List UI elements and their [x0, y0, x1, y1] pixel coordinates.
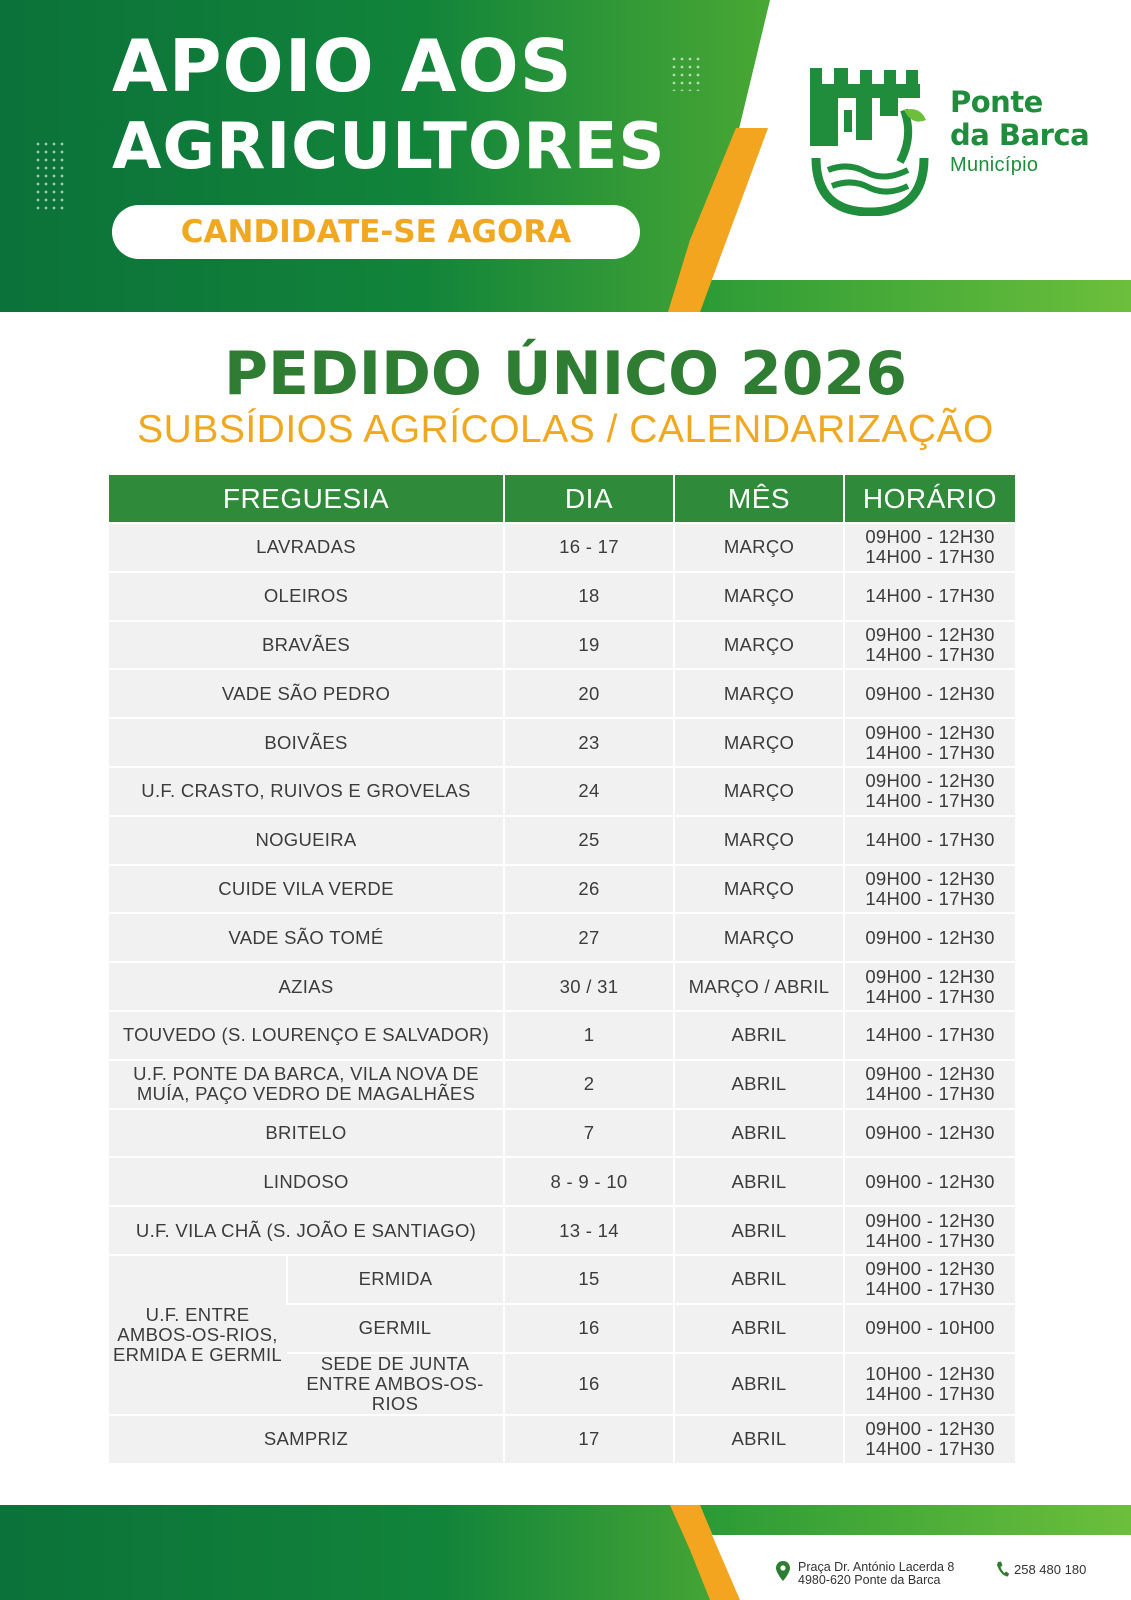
cell-mes: ABRIL [674, 1206, 844, 1255]
cell-freguesia: LAVRADAS [109, 523, 504, 572]
logo-wordmark [950, 86, 1089, 177]
cell-horario [844, 1255, 1015, 1304]
cell-freguesia: CUIDE VILA VERDE [109, 865, 504, 914]
cell-mes: MARÇO / ABRIL [674, 962, 844, 1011]
horario-slot: 09H00 - 12H30 [865, 1418, 995, 1440]
horario-slot: 14H00 - 17H30 [865, 741, 995, 763]
cell-mes: MARÇO [674, 718, 844, 767]
cell-freguesia: U.F. CRASTO, RUIVOS E GROVELAS [109, 767, 504, 816]
cell-horario [844, 865, 1015, 914]
banner-title-line2: AGRICULTORES [112, 110, 666, 184]
cell-freguesia: BRAVÃES [109, 621, 504, 670]
horario-slot: 14H00 - 17H30 [865, 1382, 995, 1404]
cell-horario [844, 962, 1015, 1011]
table-row [109, 621, 1015, 670]
cell-dia: 16 [504, 1304, 674, 1353]
cell-mes: MARÇO [674, 523, 844, 572]
cell-horario [844, 767, 1015, 816]
cell-local: ERMIDA [287, 1255, 504, 1304]
cell-dia: 15 [504, 1255, 674, 1304]
logo-subtitle: Município [950, 154, 1039, 176]
schedule-table [109, 475, 1015, 1463]
cell-local: GERMIL [287, 1304, 504, 1353]
footer-banner [0, 1505, 1131, 1600]
cell-dia: 27 [504, 913, 674, 962]
cell-mes: MARÇO [674, 572, 844, 621]
table-row [109, 816, 1015, 865]
cell-horario [844, 621, 1015, 670]
cell-freguesia: AZIAS [109, 962, 504, 1011]
horario-slot: 09H00 - 12H30 [865, 867, 995, 889]
horario-slot: 09H00 - 12H30 [865, 721, 995, 743]
cell-freguesia: NOGUEIRA [109, 816, 504, 865]
cell-horario [844, 1060, 1015, 1109]
cell-horario [844, 913, 1015, 962]
cell-dia: 26 [504, 865, 674, 914]
cell-horario [844, 1415, 1015, 1464]
cell-mes: ABRIL [674, 1060, 844, 1109]
cell-horario [844, 718, 1015, 767]
column-header-dia: DIA [504, 475, 674, 523]
cell-freguesia: VADE SÃO TOMÉ [109, 913, 504, 962]
table-row [109, 1206, 1015, 1255]
horario-slot: 09H00 - 12H30 [865, 1258, 995, 1280]
cell-freguesia: LINDOSO [109, 1157, 504, 1206]
horario-slot: 14H00 - 17H30 [865, 643, 995, 665]
cell-freguesia: U.F. PONTE DA BARCA, VILA NOVA DE MUÍA, PAÇO VEDRO DE MAGALHÃES [109, 1060, 504, 1109]
address-line2: 4980-620 Ponte da Barca [798, 1573, 941, 1587]
horario-slot: 09H00 - 12H30 [865, 1170, 995, 1192]
logo-name-line1: Ponte [950, 85, 1043, 119]
horario-slot: 09H00 - 12H30 [865, 770, 995, 792]
phone-icon [996, 1561, 1009, 1577]
column-header-horario: HORÁRIO [844, 475, 1015, 523]
footer-address [776, 1561, 954, 1587]
horario-slot: 14H00 - 17H30 [865, 829, 995, 851]
cell-dia: 30 / 31 [504, 962, 674, 1011]
cell-dia: 23 [504, 718, 674, 767]
cell-dia: 25 [504, 816, 674, 865]
cell-dia: 13 - 14 [504, 1206, 674, 1255]
horario-slot: 09H00 - 12H30 [865, 1209, 995, 1231]
cell-dia: 17 [504, 1415, 674, 1464]
horario-slot: 09H00 - 12H30 [865, 526, 995, 548]
cell-dia: 16 [504, 1353, 674, 1415]
cell-mes: MARÇO [674, 865, 844, 914]
page-title: PEDIDO ÚNICO 2026 [224, 339, 907, 409]
cell-mes: ABRIL [674, 1353, 844, 1415]
cell-mes: ABRIL [674, 1415, 844, 1464]
cell-dia: 2 [504, 1060, 674, 1109]
cell-dia: 19 [504, 621, 674, 670]
cell-mes: ABRIL [674, 1157, 844, 1206]
horario-slot: 14H00 - 17H30 [865, 1024, 995, 1046]
horario-slot: 14H00 - 17H30 [865, 1229, 995, 1251]
cell-horario [844, 816, 1015, 865]
cell-mes: ABRIL [674, 1109, 844, 1158]
table-row [109, 1415, 1015, 1464]
cell-dia: 1 [504, 1011, 674, 1060]
horario-slot: 14H00 - 17H30 [865, 1278, 995, 1300]
cell-freguesia: OLEIROS [109, 572, 504, 621]
cell-horario [844, 1157, 1015, 1206]
cell-local: SEDE DE JUNTA ENTRE AMBOS-OS-RIOS [287, 1353, 504, 1415]
cell-horario [844, 1304, 1015, 1353]
horario-slot: 09H00 - 12H30 [865, 623, 995, 645]
horario-slot: 14H00 - 17H30 [865, 585, 995, 607]
apply-now-button[interactable]: CANDIDATE-SE AGORA [112, 205, 640, 259]
municipality-logo-icon [808, 66, 932, 216]
table-row [109, 1011, 1015, 1060]
cell-mes: MARÇO [674, 621, 844, 670]
cell-dia: 24 [504, 767, 674, 816]
cell-mes: MARÇO [674, 816, 844, 865]
table-header-row [109, 475, 1015, 523]
cell-horario [844, 572, 1015, 621]
table-row [109, 1255, 1015, 1304]
horario-slot: 14H00 - 17H30 [865, 1083, 995, 1105]
cell-freguesia: VADE SÃO PEDRO [109, 669, 504, 718]
address-line1: Praça Dr. António Lacerda 8 [798, 1560, 955, 1574]
column-header-freguesia: FREGUESIA [109, 475, 504, 523]
location-pin-icon [776, 1561, 790, 1581]
cell-dia: 7 [504, 1109, 674, 1158]
horario-slot: 09H00 - 12H30 [865, 1121, 995, 1143]
table-row [109, 913, 1015, 962]
cell-dia: 20 [504, 669, 674, 718]
horario-slot: 09H00 - 12H30 [865, 1063, 995, 1085]
cell-dia: 18 [504, 572, 674, 621]
cell-dia: 16 - 17 [504, 523, 674, 572]
cell-horario [844, 1206, 1015, 1255]
horario-slot: 14H00 - 17H30 [865, 887, 995, 909]
cell-horario [844, 523, 1015, 572]
table-row [109, 1109, 1015, 1158]
cell-freguesia: BOIVÃES [109, 718, 504, 767]
horario-slot: 10H00 - 12H30 [865, 1362, 995, 1384]
cell-mes: MARÇO [674, 669, 844, 718]
cell-mes: ABRIL [674, 1011, 844, 1060]
cell-freguesia: SAMPRIZ [109, 1415, 504, 1464]
table-row [109, 669, 1015, 718]
table-row [109, 962, 1015, 1011]
cell-mes: MARÇO [674, 913, 844, 962]
horario-slot: 09H00 - 12H30 [865, 965, 995, 987]
page-subtitle: SUBSÍDIOS AGRÍCOLAS / CALENDARIZAÇÃO [137, 408, 994, 451]
cell-horario [844, 1353, 1015, 1415]
cell-freguesia-group: U.F. ENTRE AMBOS-OS-RIOS, ERMIDA E GERMIL [109, 1255, 287, 1415]
horario-slot: 14H00 - 17H30 [865, 790, 995, 812]
logo-name-line2: da Barca [950, 118, 1090, 152]
dot-pattern [34, 140, 64, 210]
horario-slot: 14H00 - 17H30 [865, 1438, 995, 1460]
table-row [109, 865, 1015, 914]
header-banner [0, 0, 1131, 312]
cell-horario [844, 669, 1015, 718]
cell-mes: ABRIL [674, 1255, 844, 1304]
horario-slot: 09H00 - 10H00 [865, 1317, 995, 1339]
table-row [109, 572, 1015, 621]
phone-number: 258 480 180 [1014, 1561, 1087, 1577]
table-row [109, 767, 1015, 816]
horario-slot: 09H00 - 12H30 [865, 926, 995, 948]
cell-freguesia: BRITELO [109, 1109, 504, 1158]
table-row [109, 1157, 1015, 1206]
table-row [109, 1060, 1015, 1109]
cell-horario [844, 1109, 1015, 1158]
table-row [109, 718, 1015, 767]
table-row [109, 523, 1015, 572]
horario-slot: 09H00 - 12H30 [865, 682, 995, 704]
horario-slot: 14H00 - 17H30 [865, 546, 995, 568]
cell-dia: 8 - 9 - 10 [504, 1157, 674, 1206]
footer-background [0, 1505, 1131, 1600]
banner-title-line1: APOIO AOS [112, 24, 573, 108]
footer-phone [996, 1561, 1086, 1577]
cell-freguesia: TOUVEDO (S. LOURENÇO E SALVADOR) [109, 1011, 504, 1060]
column-header-mes: MÊS [674, 475, 844, 523]
cell-mes: ABRIL [674, 1304, 844, 1353]
dot-pattern [670, 55, 704, 91]
cell-horario [844, 1011, 1015, 1060]
cell-freguesia: U.F. VILA CHÃ (S. JOÃO E SANTIAGO) [109, 1206, 504, 1255]
cell-mes: MARÇO [674, 767, 844, 816]
horario-slot: 14H00 - 17H30 [865, 985, 995, 1007]
